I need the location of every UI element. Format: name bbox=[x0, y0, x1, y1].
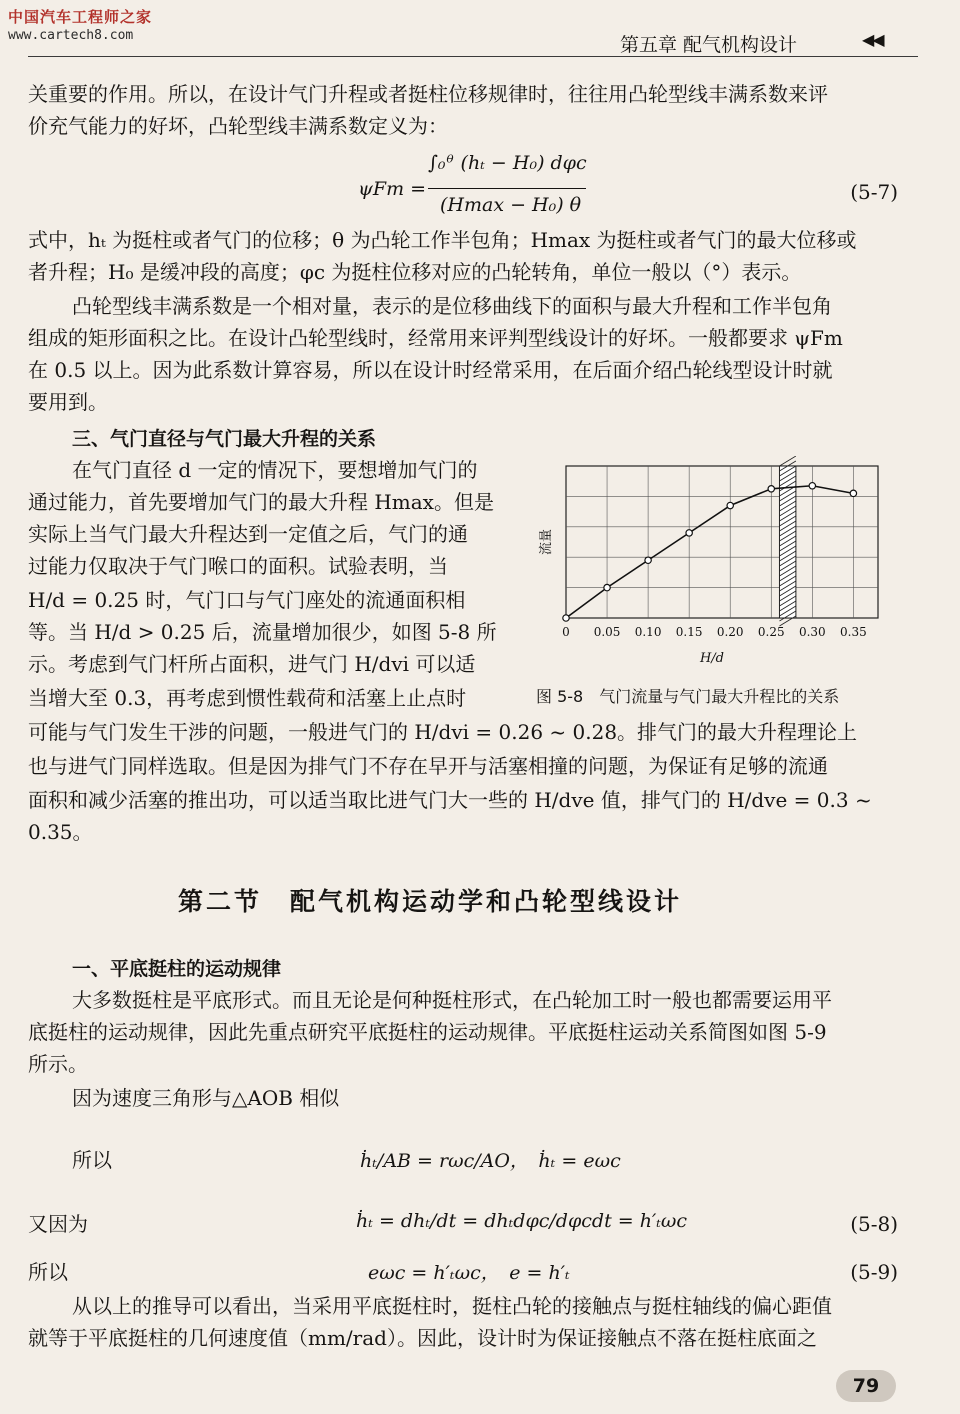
paragraph-line: 等。当 H/d > 0.25 后，流量增加很少，如图 5-8 所 bbox=[28, 620, 497, 644]
site-logo-text: 中国汽车工程师之家 bbox=[8, 8, 153, 26]
eq-5-8: ḣₜ = dhₜ/dt = dhₜdφc/dφcdt = h′ₜωc bbox=[356, 1210, 688, 1232]
paragraph-line: 因为速度三角形与△AOB 相似 bbox=[72, 1086, 340, 1110]
x-tick-label: 0.15 bbox=[675, 625, 703, 639]
site-url: www.cartech8.com bbox=[8, 28, 134, 43]
x-axis-label: H/d bbox=[699, 651, 725, 666]
subheading-1: 一、平底挺柱的运动规律 bbox=[72, 958, 282, 980]
paragraph-line: 在 0.5 以上。因为此系数计算容易，所以在设计时经常采用，在后面介绍凸轮线型设计时就 bbox=[28, 358, 833, 382]
paragraph-line: 者升程；H₀ 是缓冲段的高度；φc 为挺柱位移对应的凸轮转角，单位一般以（°）表示。 bbox=[28, 260, 802, 284]
x-tick-label: 0 bbox=[562, 625, 570, 639]
header-arrows-icon: ◀◀ bbox=[862, 30, 883, 49]
eq59-tag: (5-9) bbox=[850, 1260, 898, 1284]
data-point bbox=[563, 615, 569, 621]
eq-5-9: eωc = h′ₜωc， e = h′ₜ bbox=[368, 1262, 570, 1284]
eq-label-also: 又因为 bbox=[28, 1212, 88, 1236]
eq57-denominator: (Hmax − H₀) θ bbox=[440, 194, 582, 216]
x-tick-label: 0.20 bbox=[716, 625, 744, 639]
data-point bbox=[727, 502, 733, 508]
paragraph-line: 凸轮型线丰满系数是一个相对量，表示的是位移曲线下的面积与最大升程和工作半包角 bbox=[72, 294, 832, 318]
paragraph-line: 0.35。 bbox=[28, 820, 93, 844]
eq57-numerator: ∫₀ᶿ (hₜ − H₀) dφc bbox=[428, 152, 587, 174]
paragraph-line: 就等于平底挺柱的几何速度值（mm/rad）。因此，设计时为保证接触点不落在挺柱底面之 bbox=[28, 1326, 817, 1350]
eq58-tag: (5-8) bbox=[850, 1212, 898, 1236]
paragraph-line: 大多数挺柱是平底形式。而且无论是何种挺柱形式，在凸轮加工时一般也都需要运用平 bbox=[72, 988, 832, 1012]
paragraph-line: 面积和减少活塞的推出功，可以适当取比进气门大一些的 H/dve 值，排气门的 H/dve = 0.3 ~ bbox=[28, 788, 872, 812]
data-point bbox=[645, 557, 651, 563]
paragraph-line: 过能力仅取决于气门喉口的面积。试验表明，当 bbox=[28, 554, 448, 578]
paragraph-line: 在气门直径 d 一定的情况下，要想增加气门的 bbox=[72, 458, 478, 482]
paragraph-line: 示。考虑到气门杆所占面积，进气门 H/dvi 可以适 bbox=[28, 652, 476, 676]
series-line bbox=[566, 486, 853, 618]
paragraph-line: 通过能力，首先要增加气门的最大升程 Hmax。但是 bbox=[28, 490, 494, 514]
hatch-stroke bbox=[779, 456, 795, 466]
page-number: 79 bbox=[836, 1370, 896, 1402]
data-point bbox=[809, 483, 815, 489]
header-rule bbox=[28, 56, 918, 57]
eq-label-so: 所以 bbox=[28, 1260, 68, 1284]
paragraph-line: 价充气能力的好坏，凸轮型线丰满系数定义为： bbox=[28, 114, 448, 138]
data-point bbox=[850, 490, 856, 496]
chapter-header: 第五章 配气机构设计 bbox=[620, 34, 798, 56]
paragraph-line: 式中，hₜ 为挺柱或者气门的位移；θ 为凸轮工作半包角；Hmax 为挺柱或者气门的最大位移或 bbox=[28, 228, 857, 252]
data-point bbox=[604, 584, 610, 590]
figure-5-8-chart bbox=[530, 456, 890, 668]
eq57-fraction-bar bbox=[428, 188, 586, 189]
subheading-3: 三、气门直径与气门最大升程的关系 bbox=[72, 428, 377, 450]
paragraph-line: 关重要的作用。所以，在设计气门升程或者挺柱位移规律时，往往用凸轮型线丰满系数来评 bbox=[28, 82, 828, 106]
paragraph-line: 要用到。 bbox=[28, 390, 108, 414]
paragraph-line: H/d = 0.25 时，气门口与气门座处的流通面积相 bbox=[28, 588, 466, 612]
data-point bbox=[768, 486, 774, 492]
paragraph-line: 实际上当气门最大升程达到一定值之后，气门的通 bbox=[28, 522, 468, 546]
y-axis-label: 流量 bbox=[539, 528, 554, 556]
paragraph-line: 组成的矩形面积之比。在设计凸轮型线时，经常用来评判型线设计的好坏。一般都要求 ψFm bbox=[28, 326, 843, 350]
section-heading: 第二节 配气机构运动学和凸轮型线设计 bbox=[178, 887, 683, 916]
x-tick-label: 0.35 bbox=[840, 625, 867, 639]
eq-similar-triangles: ḣₜ/AB = rωc/AO， ḣₜ = eωc bbox=[360, 1150, 621, 1172]
paragraph-line: 可能与气门发生干涉的问题，一般进气门的 H/dvi = 0.26 ~ 0.28。排气门的最大升程理论上 bbox=[28, 720, 858, 744]
data-point bbox=[686, 530, 692, 536]
eq-label-so: 所以 bbox=[72, 1148, 112, 1172]
x-tick-label: 0.30 bbox=[798, 625, 826, 639]
paragraph-line: 从以上的推导可以看出，当采用平底挺柱时，挺柱凸轮的接触点与挺柱轴线的偏心距值 bbox=[72, 1294, 832, 1318]
figure-caption: 图 5-8 气门流量与气门最大升程比的关系 bbox=[536, 687, 840, 706]
paragraph-line: 也与进气门同样选取。但是因为排气门不存在早开与活塞相撞的问题，为保证有足够的流通 bbox=[28, 754, 828, 778]
paragraph-line: 所示。 bbox=[28, 1052, 88, 1076]
x-tick-label: 0.10 bbox=[634, 625, 662, 639]
x-tick-label: 0.05 bbox=[593, 625, 621, 639]
paragraph-line: 当增大至 0.3，再考虑到惯性载荷和活塞上止点时 bbox=[28, 686, 467, 710]
paragraph-line: 底挺柱的运动规律，因此先重点研究平底挺柱的运动规律。平底挺柱运动关系简图如图 5-9 bbox=[28, 1020, 827, 1044]
eq57-tag: (5-7) bbox=[850, 180, 898, 204]
x-tick-label: 0.25 bbox=[757, 625, 785, 639]
eq57-lhs: ψFm = bbox=[358, 178, 427, 200]
